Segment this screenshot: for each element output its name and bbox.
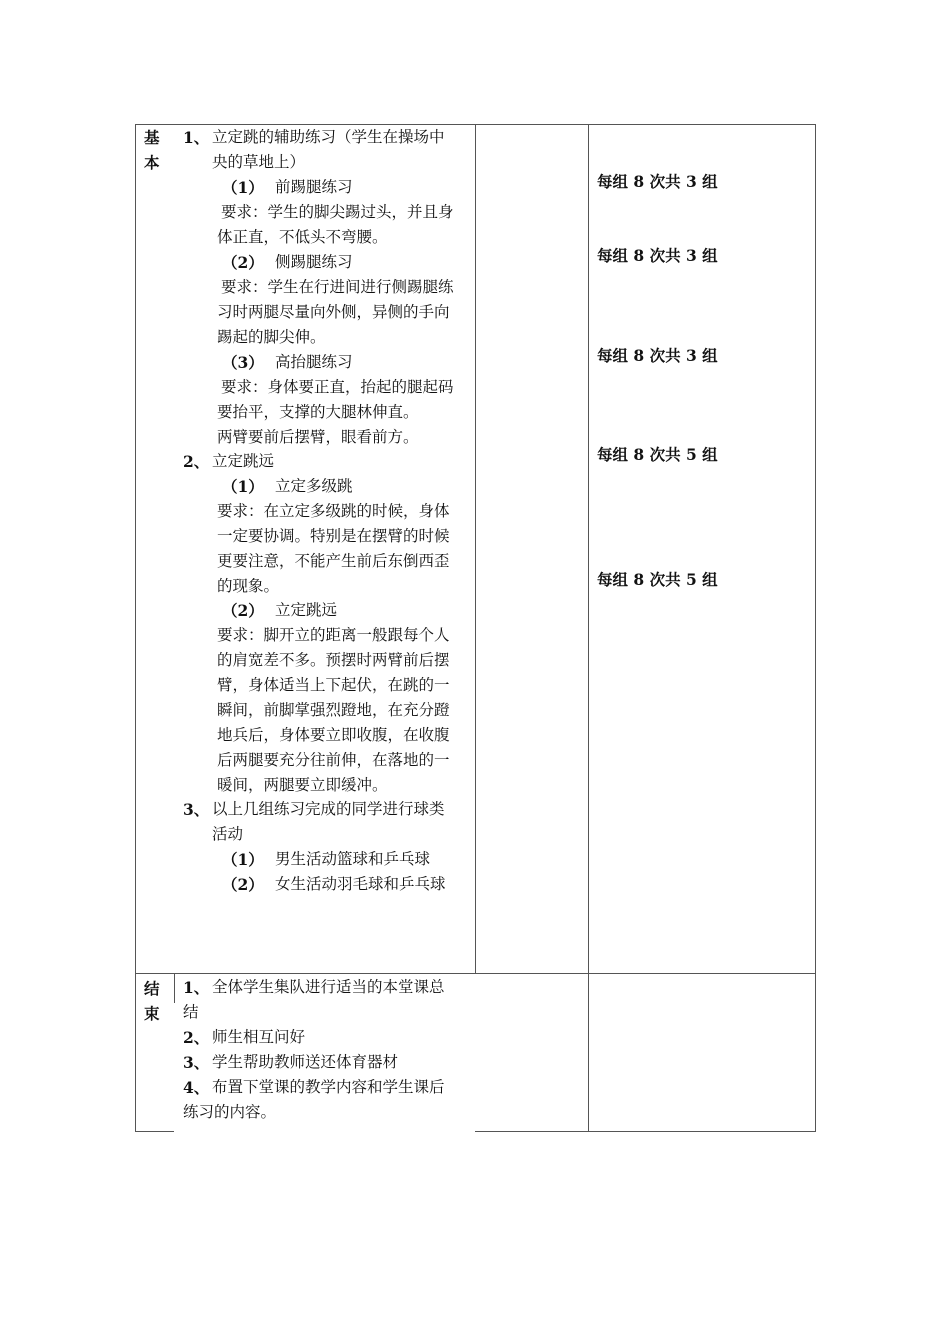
sub-number: （1） — [222, 178, 264, 197]
content-line: 要抬平，支撑的大腿林伸直。 — [217, 403, 419, 421]
item-number: 3、 — [183, 800, 210, 819]
content-line: 一定要协调。特别是在摆臂的时候 — [217, 527, 450, 545]
content-line — [222, 474, 353, 500]
content-line — [183, 797, 445, 823]
item-text: 师生相互问好 — [212, 1028, 306, 1046]
content-line: 暖间，两腿要立即缓冲。 — [217, 776, 388, 794]
content-line: 练习的内容。 — [183, 1103, 277, 1121]
sets-value: 每组 8 次共 3 组 — [597, 172, 718, 191]
content-line — [183, 449, 275, 475]
content-line: 央的草地上） — [212, 153, 306, 171]
sub-number: （2） — [222, 875, 264, 894]
content-line: 踢起的脚尖伸。 — [217, 328, 326, 346]
sets-value: 每组 8 次共 3 组 — [597, 246, 718, 265]
item-number: 4、 — [183, 1078, 210, 1097]
item-number: 2、 — [183, 1028, 210, 1047]
item-number: 1、 — [183, 978, 210, 997]
table-bottom-border-left — [135, 1131, 174, 1132]
content-line: 后两腿要充分往前伸，在落地的一 — [217, 751, 450, 769]
content-column-divider-basic — [475, 124, 476, 974]
content-line — [183, 125, 445, 151]
content-line — [222, 250, 353, 276]
item-text: 侧踢腿练习 — [275, 253, 353, 271]
content-line: 要求：脚开立的距离一般跟每个人 — [217, 626, 450, 644]
content-line: 要求：学生在行进间进行侧踢腿练 — [221, 278, 454, 296]
item-text: 全体学生集队进行适当的本堂课总 — [212, 978, 445, 996]
content-line: 的肩宽差不多。预摆时两臂前后摆 — [217, 651, 450, 669]
content-line: 体正直，不低头不弯腰。 — [217, 228, 388, 246]
content-line: 要求：学生的脚尖踢过头，并且身 — [221, 203, 454, 221]
content-line — [222, 847, 431, 873]
item-number: 3、 — [183, 1053, 210, 1072]
item-text: 立定跳远 — [275, 601, 338, 619]
sub-number: （1） — [222, 850, 264, 869]
content-line: 地兵后，身体要立即收腹，在收腹 — [217, 726, 450, 744]
table-right-border — [815, 124, 816, 1132]
content-line: 习时两腿尽量向外侧，异侧的手向 — [217, 303, 450, 321]
sets-column-divider — [588, 124, 589, 1132]
content-line: 结 — [183, 1003, 199, 1021]
content-line: 两臂要前后摆臂，眼看前方。 — [217, 428, 419, 446]
sub-number: （2） — [222, 601, 264, 620]
sets-value: 每组 8 次共 5 组 — [597, 570, 718, 589]
item-text: 立定跳远 — [212, 452, 275, 470]
sub-number: （2） — [222, 253, 264, 272]
label-column-divider — [174, 973, 175, 1003]
section-label-basic-1: 基 — [144, 128, 160, 147]
item-text: 以上几组练习完成的同学进行球类 — [212, 800, 445, 818]
content-line — [183, 1050, 399, 1076]
content-line: 要求：在立定多级跳的时候，身体 — [217, 502, 450, 520]
content-line — [183, 1025, 306, 1051]
content-line: 更要注意，不能产生前后东倒西歪 — [217, 552, 450, 570]
sets-value: 每组 8 次共 3 组 — [597, 346, 718, 365]
content-line — [222, 175, 353, 201]
item-text: 布置下堂课的教学内容和学生课后 — [212, 1078, 445, 1096]
item-text: 高抬腿练习 — [275, 353, 353, 371]
item-number: 2、 — [183, 452, 210, 471]
section-label-end-2: 束 — [144, 1004, 160, 1023]
content-line — [222, 598, 338, 624]
item-text: 立定跳的辅助练习（学生在操场中 — [212, 128, 445, 146]
sub-number: （3） — [222, 353, 264, 372]
content-line — [183, 975, 445, 1001]
sets-value: 每组 8 次共 5 组 — [597, 445, 718, 464]
content-line: 臂，身体适当上下起伏，在跳的一 — [217, 676, 450, 694]
item-text: 学生帮助教师送还体育器材 — [212, 1053, 399, 1071]
item-text: 前踢腿练习 — [275, 178, 353, 196]
table-bottom-border-right — [475, 1131, 816, 1132]
content-line: 要求：身体要正直，抬起的腿起码 — [221, 378, 454, 396]
item-text: 女生活动羽毛球和乒乓球 — [275, 875, 446, 893]
content-line — [222, 350, 353, 376]
item-text: 男生活动篮球和乒乓球 — [275, 850, 431, 868]
content-line — [183, 1075, 445, 1101]
section-label-end-1: 结 — [144, 979, 160, 998]
table-left-border — [135, 124, 136, 1132]
section-label-basic-2: 本 — [144, 153, 160, 172]
item-number: 1、 — [183, 128, 210, 147]
sub-number: （1） — [222, 477, 264, 496]
content-line: 活动 — [212, 825, 244, 843]
content-line: 的现象。 — [217, 577, 280, 595]
item-text: 立定多级跳 — [275, 477, 353, 495]
content-line: 瞬间，前脚掌强烈蹬地，在充分蹬 — [217, 701, 450, 719]
content-line — [222, 872, 446, 898]
